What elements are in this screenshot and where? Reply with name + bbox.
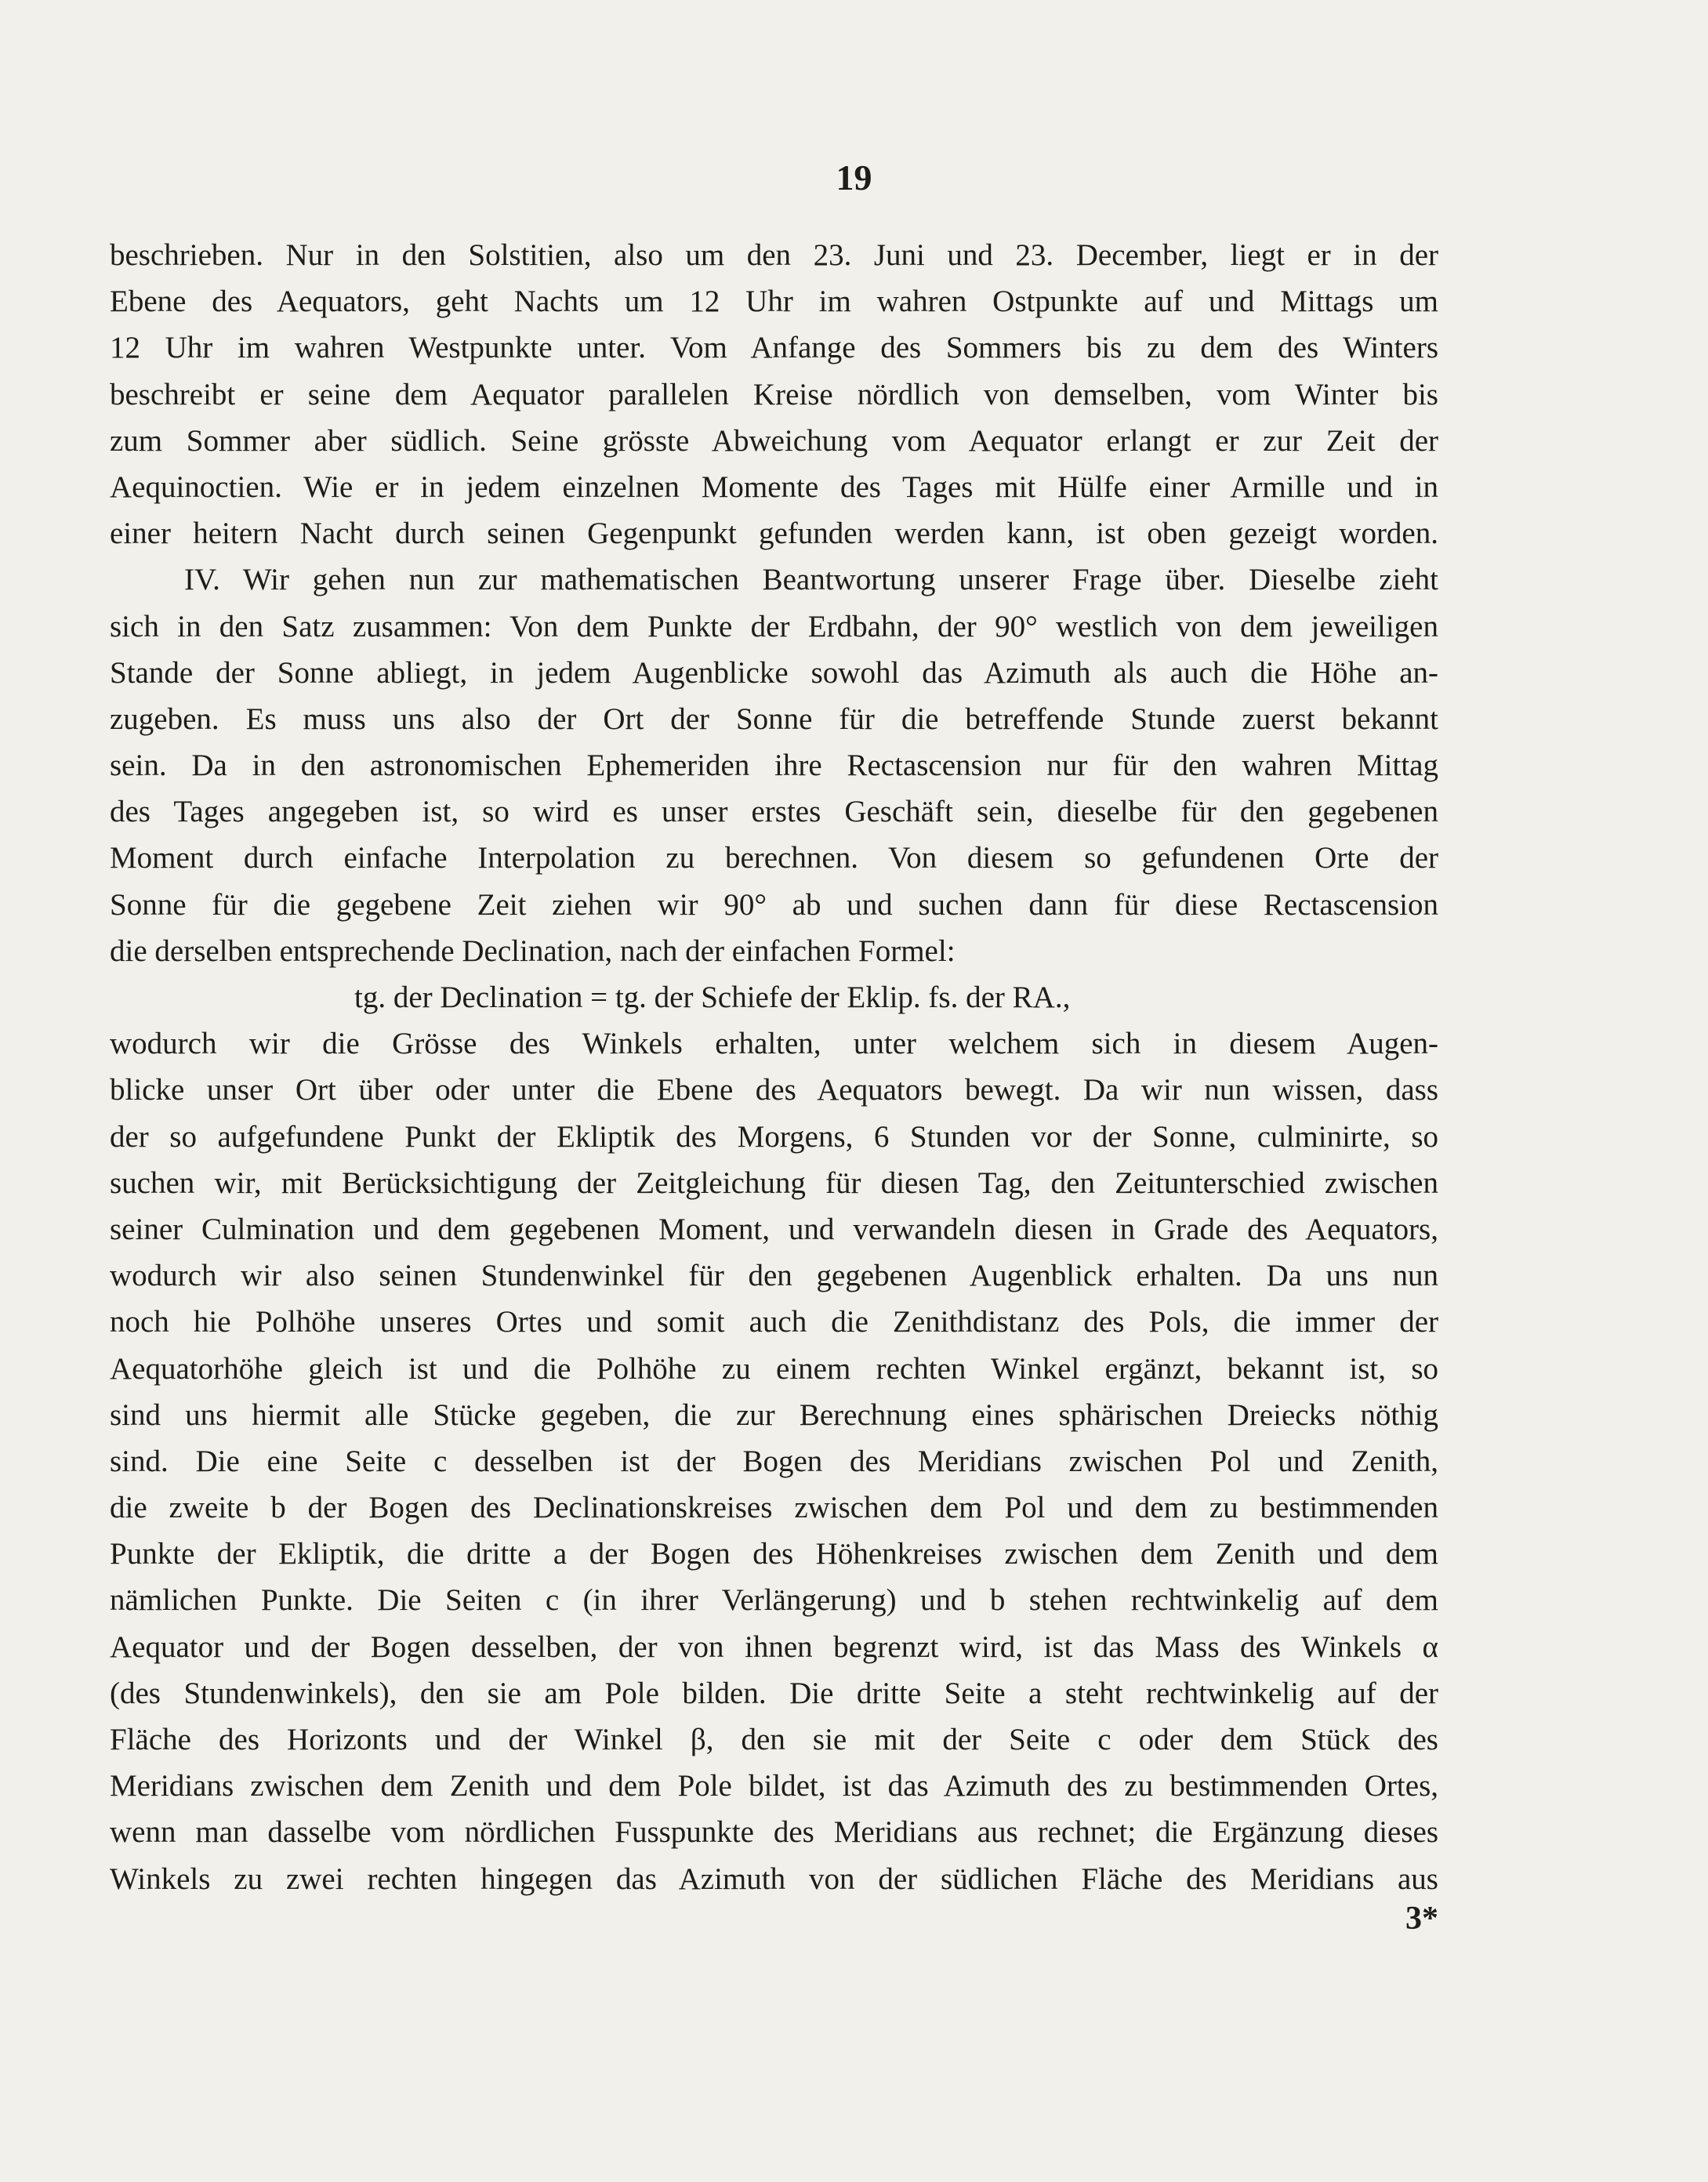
text-line: IV. Wir gehen nun zur mathematischen Beantwortung unserer Frage über. Dieselbe zieht <box>184 563 1438 597</box>
text-line: wodurch wir die Grösse des Winkels erhalten, unter welchem sich in diesem Augen- <box>110 1027 1438 1061</box>
text-line: die derselben entsprechende Declination, nach der einfachen Formel: <box>110 933 956 968</box>
text-line: zugeben. Es muss uns also der Ort der Sonne für die betreffende Stunde zuerst bekannt <box>110 701 1438 736</box>
text-line: Moment durch einfache Interpolation zu berechnen. Von diesem so gefundenen Orte der <box>110 841 1438 875</box>
text-line: zum Sommer aber südlich. Seine grösste Abweichung vom Aequator erlangt er zur Zeit der <box>110 423 1438 458</box>
text-line: sich in den Satz zusammen: Von dem Punkte der Erdbahn, der 90° westlich von dem jeweiligen <box>110 609 1438 643</box>
text-line: sind. Die eine Seite c desselben ist der Bogen des Meridians zwischen Pol und Zenith, <box>110 1444 1438 1478</box>
text-line: Fläche des Horizonts und der Winkel β, den sie mit der Seite c oder dem Stück des <box>110 1723 1438 1756</box>
text-line: Punkte der Ekliptik, die dritte a der Bogen des Höhenkreises zwischen dem Zenith und dem <box>110 1537 1438 1571</box>
text-line: des Tages angegeben ist, so wird es unser erstes Geschäft sein, dieselbe für den gegebenen <box>110 795 1438 829</box>
text-line: Meridians zwischen dem Zenith und dem Pole bildet, ist das Azimuth des zu bestimmenden Ortes, <box>110 1769 1438 1803</box>
text-line: Aequatorhöhe gleich ist und die Polhöhe zu einem rechten Winkel ergänzt, bekannt ist, so <box>110 1351 1438 1386</box>
body-text <box>110 232 1438 1902</box>
text-line: Winkels zu zwei rechten hingegen das Azimuth von der südlichen Fläche des Meridians aus <box>110 1861 1438 1896</box>
text-line: 12 Uhr im wahren Westpunkte unter. Vom Anfange des Sommers bis zu dem des Winters <box>110 331 1438 365</box>
text-line: Ebene des Aequators, geht Nachts um 12 Uhr im wahren Ostpunkte auf und Mittags um <box>110 285 1438 319</box>
page-number: 19 <box>836 158 872 198</box>
text-line: beschreibt er seine dem Aequator parallelen Kreise nördlich von demselben, vom Winter bis <box>110 377 1438 411</box>
text-line: Aequator und der Bogen desselben, der von ihnen begrenzt wird, ist das Mass des Winkels α <box>110 1629 1438 1664</box>
text-line: nämlichen Punkte. Die Seiten c (in ihrer Verlängerung) und b stehen rechtwinkelig auf dem <box>110 1583 1438 1618</box>
text-line: sind uns hiermit alle Stücke gegeben, die zur Berechnung eines sphärischen Dreiecks nöthig <box>110 1397 1438 1432</box>
text-line: der so aufgefundene Punkt der Ekliptik des Morgens, 6 Stunden vor der Sonne, culminirte, so <box>110 1119 1438 1154</box>
text-line: seiner Culmination und dem gegebenen Moment, und verwandeln diesen in Grade des Aequators, <box>110 1212 1438 1246</box>
formula-line: tg. der Declination = tg. der Schiefe der Eklip. fs. der RA., <box>354 980 1071 1014</box>
text-line: die zweite b der Bogen des Declinationskreises zwischen dem Pol und dem zu bestimmenden <box>110 1491 1438 1525</box>
text-line: wenn man dasselbe vom nördlichen Fusspunkte des Meridians aus rechnet; die Ergänzung dieses <box>110 1815 1438 1850</box>
text-line: beschrieben. Nur in den Solstitien, also um den 23. Juni und 23. December, liegt er in der <box>110 238 1438 272</box>
text-line: suchen wir, mit Berücksichtigung der Zeitgleichung für diesen Tag, den Zeitunterschied zwischen <box>110 1165 1438 1200</box>
text-line: Stande der Sonne abliegt, in jedem Augenblicke sowohl das Azimuth als auch die Höhe an- <box>110 655 1438 690</box>
text-line: Sonne für die gegebene Zeit ziehen wir 90° ab und suchen dann für diese Rectascension <box>110 887 1438 922</box>
text-line: noch hie Polhöhe unseres Ortes und somit auch die Zenithdistanz des Pols, die immer der <box>110 1305 1438 1339</box>
text-line: blicke unser Ort über oder unter die Ebene des Aequators bewegt. Da wir nun wissen, dass <box>110 1073 1438 1107</box>
signature-mark: 3* <box>1405 1901 1438 1937</box>
text-line: sein. Da in den astronomischen Ephemeriden ihre Rectascension nur für den wahren Mittag <box>110 748 1438 783</box>
text-line: Aequinoctien. Wie er in jedem einzelnen Momente des Tages mit Hülfe einer Armille und in <box>110 469 1438 504</box>
text-line: (des Stundenwinkels), den sie am Pole bilden. Die dritte Seite a steht rechtwinkelig auf der <box>110 1676 1438 1710</box>
text-line: einer heitern Nacht durch seinen Gegenpunkt gefunden werden kann, ist oben gezeigt worden. <box>110 517 1438 551</box>
text-line: wodurch wir also seinen Stundenwinkel für den gegebenen Augenblick erhalten. Da uns nun <box>110 1259 1438 1293</box>
